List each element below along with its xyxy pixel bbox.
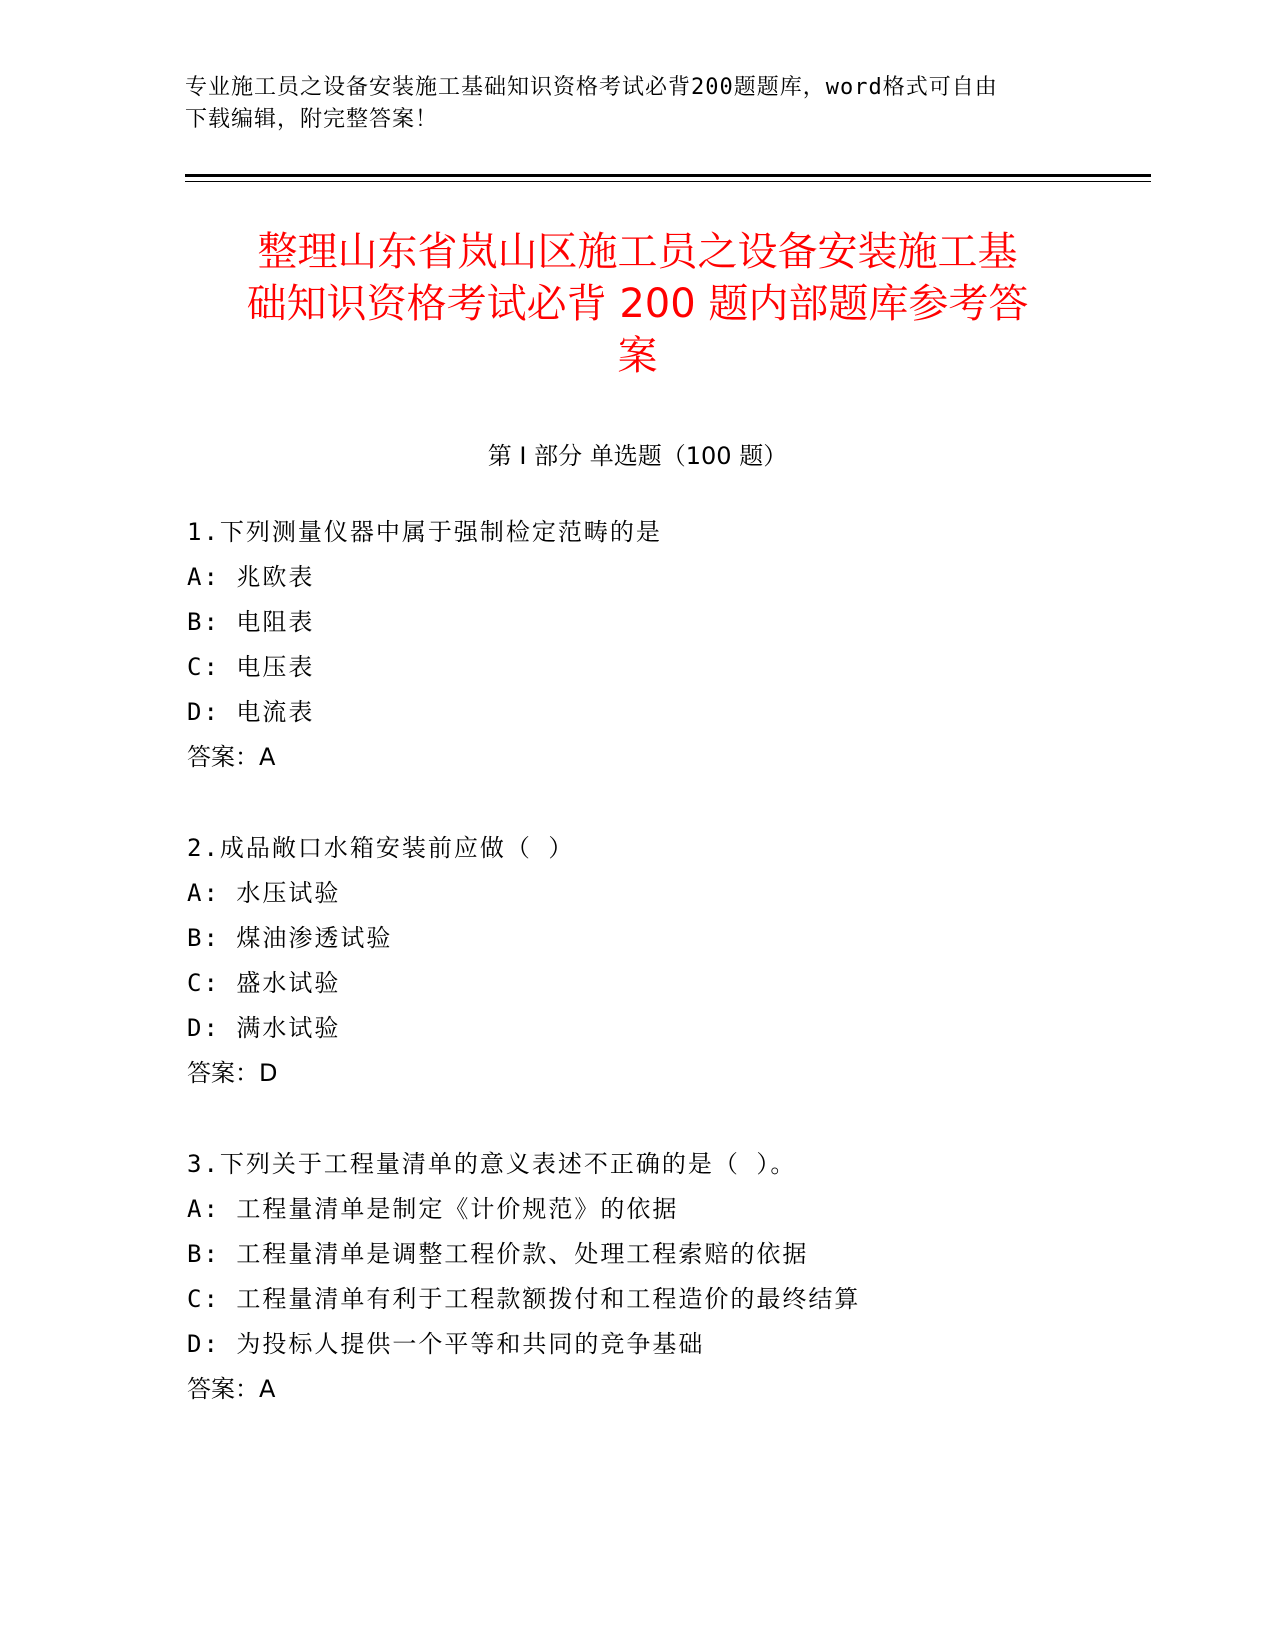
option-b: B: 电阻表 xyxy=(187,608,315,636)
answer-line: 答案：A xyxy=(187,743,276,771)
document-title-line-2: 础知识资格考试必背 200 题内部题库参考答 xyxy=(246,281,1029,327)
question-stem: 3.下列关于工程量清单的意义表述不正确的是（ ）。 xyxy=(187,1150,797,1178)
answer-line: 答案：D xyxy=(187,1059,278,1087)
option-c: C: 盛水试验 xyxy=(187,969,341,997)
answer-line: 答案：A xyxy=(187,1375,276,1403)
option-a: A: 水压试验 xyxy=(187,879,341,907)
section-title: 第 I 部分 单选题（100 题） xyxy=(487,442,788,470)
header-note xyxy=(185,72,1085,136)
option-c: C: 工程量清单有利于工程款额拨付和工程造价的最终结算 xyxy=(187,1285,861,1313)
header-note-line-1: 专业施工员之设备安装施工基础知识资格考试必背200题题库，word格式可自由 xyxy=(185,75,998,100)
question-3 xyxy=(187,1142,1127,1412)
option-a: A: 工程量清单是制定《计价规范》的依据 xyxy=(187,1195,679,1223)
question-1 xyxy=(187,510,1127,780)
option-d: D: 电流表 xyxy=(187,698,315,726)
header-divider-thick xyxy=(185,174,1151,177)
header-divider-thin xyxy=(185,181,1151,182)
document-title-line-3: 案 xyxy=(617,333,658,379)
header-note-line-2: 下载编辑，附完整答案！ xyxy=(185,107,439,132)
option-a: A: 兆欧表 xyxy=(187,563,315,591)
question-2 xyxy=(187,826,1127,1096)
option-d: D: 满水试验 xyxy=(187,1014,341,1042)
document-title xyxy=(160,226,1115,382)
question-stem: 2.成品敞口水箱安装前应做（ ） xyxy=(187,834,575,862)
question-stem: 1.下列测量仪器中属于强制检定范畴的是 xyxy=(187,518,662,546)
document-title-line-1: 整理山东省岚山区施工员之设备安装施工基 xyxy=(257,229,1018,275)
option-b: B: 煤油渗透试验 xyxy=(187,924,393,952)
option-b: B: 工程量清单是调整工程价款、处理工程索赔的依据 xyxy=(187,1240,809,1268)
option-c: C: 电压表 xyxy=(187,653,315,681)
option-d: D: 为投标人提供一个平等和共同的竞争基础 xyxy=(187,1330,705,1358)
